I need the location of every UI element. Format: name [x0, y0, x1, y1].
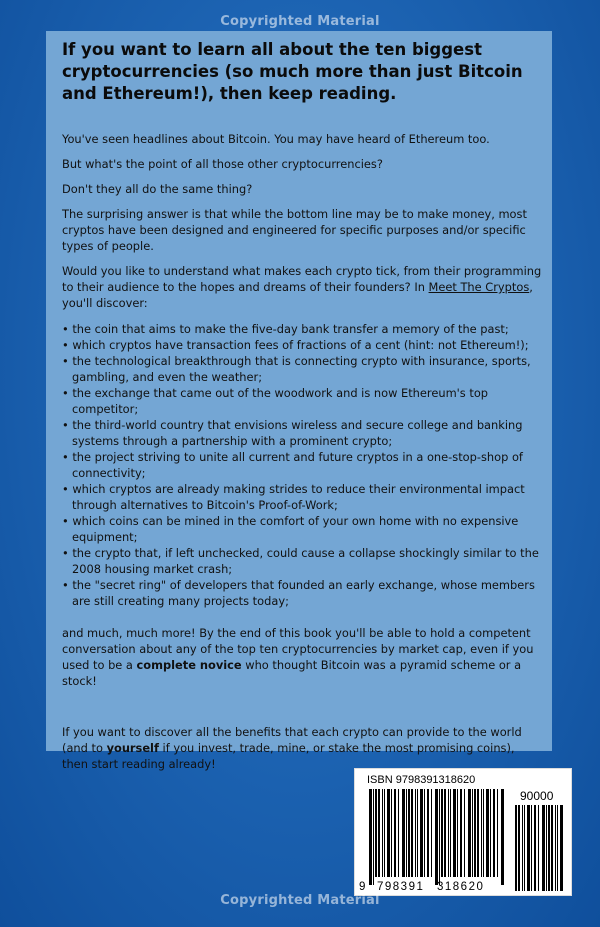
- list-item: • the exchange that came out of the woodwork and is now Ethereum's top competitor;: [62, 386, 489, 416]
- barcode-bar: [531, 805, 532, 891]
- list-item: • the third-world country that envisions wireless and secure college and banking systems through a partnership with a prominent crypto;: [62, 418, 523, 448]
- watermark-top: Copyrighted Material: [220, 14, 380, 29]
- final-text-end: if you invest, trade, mine, or stake the most promising coins), then start reading already!: [62, 741, 515, 771]
- list-item: • the crypto that, if left unchecked, could cause a collapse shockingly similar to the 2008 housing market crash;: [62, 546, 539, 576]
- barcode-bar: [557, 805, 558, 891]
- barcode-bar: [384, 789, 385, 877]
- barcode-bar: [420, 789, 423, 877]
- barcode-bar: [439, 789, 440, 885]
- paragraph-3: Don't they all do the same thing?: [62, 182, 253, 196]
- barcode-digits-left: 798391: [377, 881, 425, 893]
- list-item: • the "secret ring" of developers that founded an early exchange, whose members are still creating many projects today;: [62, 578, 535, 608]
- barcode-bar: [375, 789, 377, 877]
- barcode-bar: [515, 805, 517, 891]
- barcode-bar: [542, 805, 545, 891]
- barcode-bar: [497, 789, 498, 877]
- back-cover-blurb-panel: [46, 31, 552, 771]
- barcode-bar: [424, 789, 425, 877]
- isbn-barcode: [354, 768, 572, 896]
- closing-text: and much, much more! By the end of this book you'll be able to hold a competent conversation about any of the top ten cryptocurrencies by market cap, even if you used to be a: [62, 626, 534, 672]
- barcode-bar: [453, 789, 456, 877]
- barcode-bar: [378, 789, 380, 877]
- closing-paragraph: [62, 625, 544, 689]
- list-item: • which coins can be mined in the comfort of your own home with no expensive equipment;: [62, 514, 519, 544]
- barcode-bar: [387, 789, 390, 877]
- headline: If you want to learn all about the ten biggest cryptocurrencies (so much more than just Bitcoin and Ethereum!), then keep reading.: [62, 40, 523, 103]
- isbn-label: ISBN 9798391318620: [367, 774, 476, 786]
- complete-novice-emphasis: complete novice: [136, 658, 242, 672]
- barcode-bar: [444, 789, 446, 877]
- barcode-bar: [460, 789, 462, 877]
- barcode-bar: [408, 789, 410, 877]
- yourself-emphasis: yourself: [106, 741, 159, 755]
- barcode-bar: [546, 805, 547, 891]
- barcode-bar: [501, 789, 504, 885]
- barcode-bars-icon: [355, 769, 571, 895]
- barcode-bar: [382, 789, 383, 877]
- barcode-bar: [490, 789, 491, 877]
- barcode-bar: [431, 789, 432, 877]
- book-title-link[interactable]: Meet The Cryptos: [428, 280, 530, 294]
- barcode-bar: [527, 805, 530, 891]
- list-item: • which cryptos are already making strides to reduce their environmental impact through alternatives to Bitcoin's Proof-of-Work;: [62, 482, 525, 512]
- barcode-bar: [411, 789, 413, 877]
- barcode-bar: [373, 789, 374, 885]
- list-item: • which cryptos have transaction fees of fractions of a cent (hint: not Ethereum!);: [62, 338, 529, 352]
- intro-paragraph: [62, 263, 544, 311]
- closing-text-end: who thought Bitcoin was a pyramid scheme or a stock!: [62, 658, 522, 688]
- barcode-bar: [560, 805, 563, 891]
- list-item: • the technological breakthrough that is connecting crypto with insurance, sports, gambling, and even the weather;: [62, 354, 531, 384]
- price-code: 90000: [520, 789, 554, 803]
- spacer: [62, 698, 544, 724]
- barcode-bar: [464, 789, 465, 877]
- barcode-bar: [415, 789, 416, 877]
- barcode-digits-right: 318620: [437, 881, 485, 893]
- barcode-lead-digit: 9: [359, 881, 367, 893]
- watermark-bottom: Copyrighted Material: [220, 893, 380, 908]
- intro-text: Would you like to understand what makes each crypto tick, from their programming to their audience to the hopes and dreams of their founders? In: [62, 264, 542, 294]
- barcode-bar: [477, 789, 479, 877]
- barcode-bar: [481, 789, 482, 877]
- barcode-bar: [472, 789, 473, 877]
- intro-text-end: , you'll discover:: [62, 280, 533, 310]
- barcode-bar: [402, 789, 405, 877]
- barcode-bar: [483, 789, 484, 877]
- barcode-bar: [417, 789, 418, 877]
- barcode-bar: [524, 805, 525, 891]
- barcode-bar: [450, 789, 451, 877]
- barcode-bar: [518, 805, 520, 891]
- final-text: If you want to discover all the benefits that each crypto can provide to the world (and to: [62, 725, 522, 755]
- barcode-bar: [398, 789, 399, 877]
- barcode-bar: [435, 789, 438, 885]
- discover-list: [62, 321, 544, 609]
- barcode-bar: [448, 789, 449, 877]
- final-paragraph: [62, 724, 544, 772]
- blurb-body: [62, 131, 544, 781]
- barcode-bar: [391, 789, 392, 877]
- barcode-bar: [522, 805, 523, 891]
- barcode-bar: [534, 805, 536, 891]
- barcode-bar: [427, 789, 429, 877]
- barcode-bar: [538, 805, 539, 891]
- barcode-bar: [468, 789, 471, 877]
- barcode-bar: [474, 789, 476, 877]
- paragraph-2: But what's the point of all those other cryptocurrencies?: [62, 157, 383, 171]
- barcode-bar: [548, 805, 550, 891]
- barcode-bar: [486, 789, 489, 877]
- list-item: • the coin that aims to make the five-day bank transfer a memory of the past;: [62, 322, 509, 336]
- list-item: • the project striving to unite all current and future cryptos in a one-stop-shop of connectivity;: [62, 450, 523, 480]
- paragraph-1: You've seen headlines about Bitcoin. You may have heard of Ethereum too.: [62, 132, 490, 146]
- paragraph-4: The surprising answer is that while the bottom line may be to make money, most cryptos have been designed and engineered for specific purposes and/or specific types of people.: [62, 207, 527, 253]
- barcode-bar: [555, 805, 556, 891]
- barcode-bar: [493, 789, 495, 877]
- barcode-bar: [457, 789, 458, 877]
- barcode-bar: [441, 789, 443, 877]
- barcode-bar: [406, 789, 407, 877]
- barcode-bar: [551, 805, 553, 891]
- barcode-bar: [394, 789, 396, 877]
- barcode-bar: [369, 789, 372, 885]
